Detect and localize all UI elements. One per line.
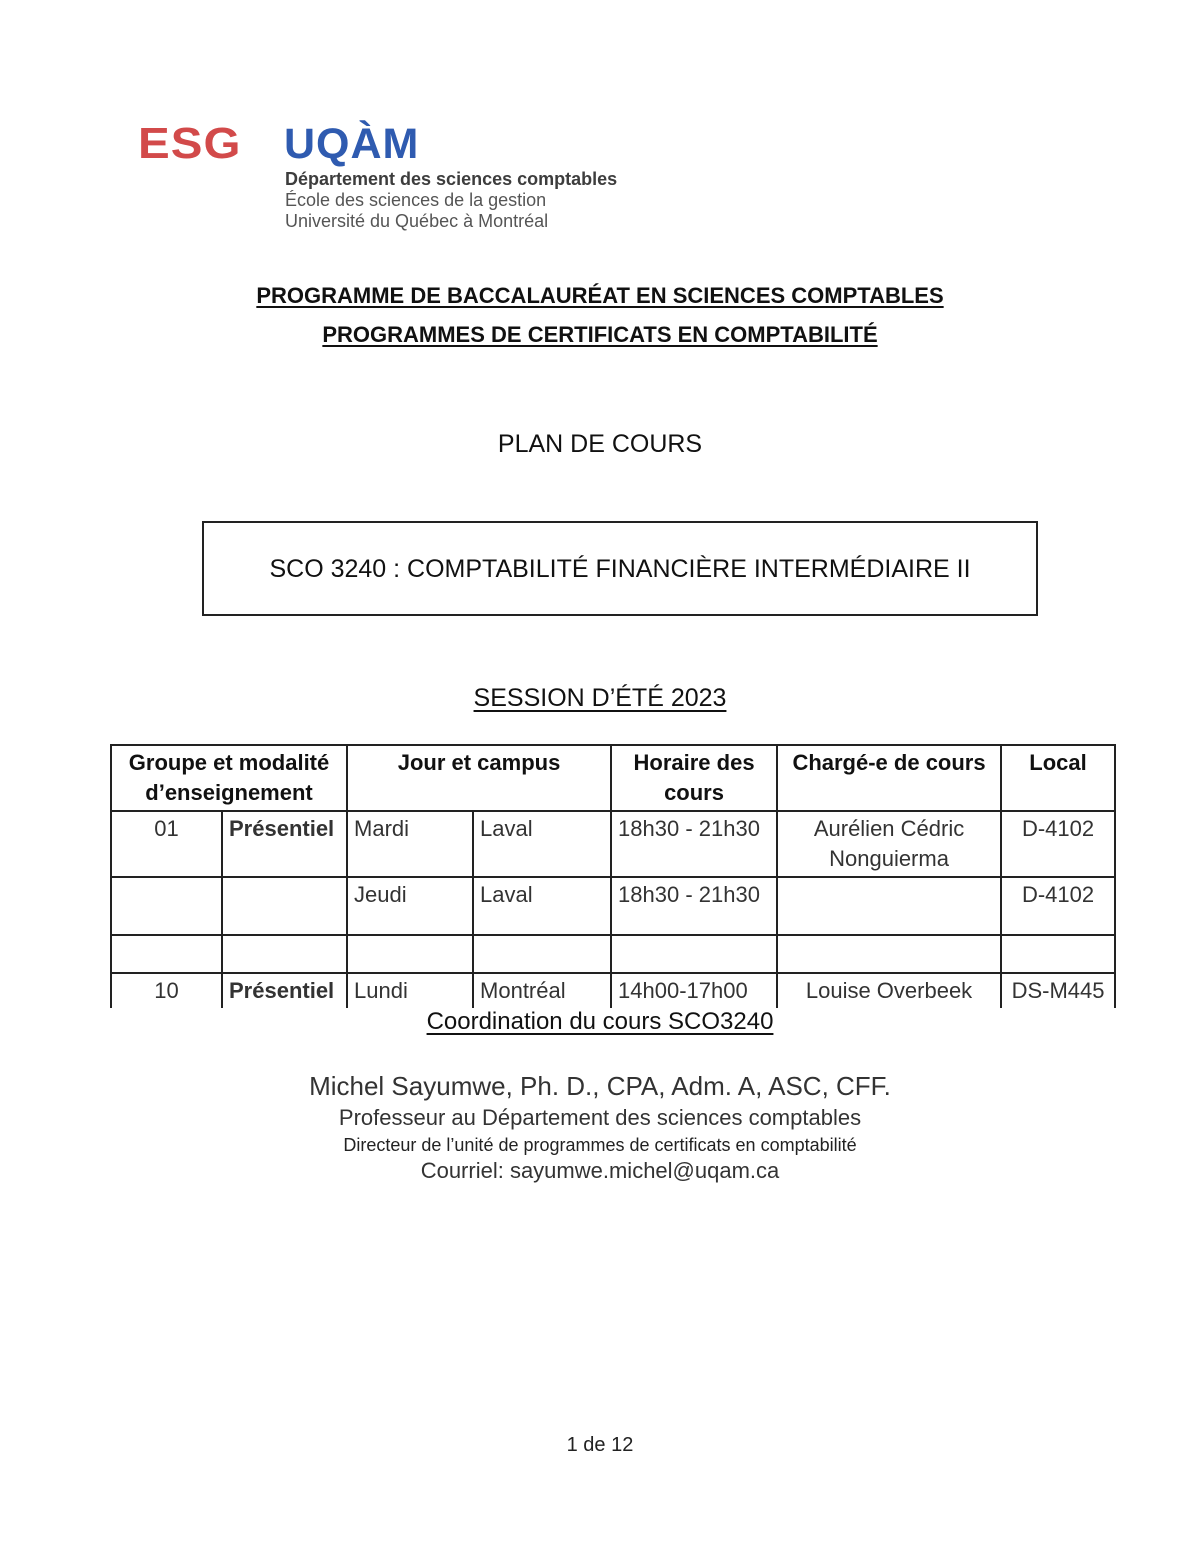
header-hours: Horaire des cours bbox=[611, 745, 777, 811]
university-name: Université du Québec à Montréal bbox=[285, 211, 549, 231]
cell-day bbox=[347, 935, 473, 973]
cell-group: 01 bbox=[111, 811, 222, 877]
coordination-title: Coordination du cours SCO3240 bbox=[426, 1008, 774, 1035]
table-row bbox=[111, 811, 1115, 877]
header-day-campus: Jour et campus bbox=[347, 745, 611, 811]
cell-mode: Présentiel bbox=[222, 973, 347, 1008]
table-row bbox=[111, 973, 1115, 1008]
cell-hours: 18h30 - 21h30 bbox=[611, 811, 777, 877]
coordinator-email: Courriel: sayumwe.michel@uqam.ca bbox=[420, 1158, 780, 1183]
coordinator-name: Michel Sayumwe, Ph. D., CPA, Adm. A, ASC, CFF. bbox=[309, 1071, 891, 1101]
cell-day: Lundi bbox=[347, 973, 473, 1008]
esg-logo-text: ESG bbox=[138, 119, 242, 168]
cell-room: D-4102 bbox=[1001, 811, 1115, 877]
cell-room: DS-M445 bbox=[1001, 973, 1115, 1008]
cell-day: Mardi bbox=[347, 811, 473, 877]
cell-hours bbox=[611, 935, 777, 973]
cell-mode: Présentiel bbox=[222, 811, 347, 877]
coordinator-director-title: Directeur de l’unité de programmes de certificats en comptabilité bbox=[343, 1135, 857, 1155]
session-title: SESSION D’ÉTÉ 2023 bbox=[473, 684, 727, 712]
schedule-table bbox=[110, 744, 1116, 1008]
cell-instructor bbox=[777, 935, 1001, 973]
cell-group bbox=[111, 877, 222, 935]
cell-campus: Montréal bbox=[473, 973, 611, 1008]
program-title-bachelor: PROGRAMME DE BACCALAURÉAT EN SCIENCES COMPTABLES bbox=[256, 283, 944, 308]
cell-instructor: Louise Overbeek bbox=[777, 973, 1001, 1008]
cell-campus: Laval bbox=[473, 811, 611, 877]
cell-campus bbox=[473, 935, 611, 973]
cell-room bbox=[1001, 935, 1115, 973]
program-title-certificates: PROGRAMMES DE CERTIFICATS EN COMPTABILITÉ bbox=[322, 322, 878, 347]
cell-mode bbox=[222, 877, 347, 935]
plan-title: PLAN DE COURS bbox=[497, 430, 703, 458]
page-number: 1 de 12 bbox=[566, 1434, 634, 1456]
cell-group: 10 bbox=[111, 973, 222, 1008]
header-instructor: Chargé-e de cours bbox=[777, 745, 1001, 811]
header-room: Local bbox=[1001, 745, 1115, 811]
table-row bbox=[111, 877, 1115, 935]
uqam-logo-text: UQÀM bbox=[284, 120, 420, 168]
cell-instructor bbox=[777, 877, 1001, 935]
cell-instructor: Aurélien Cédric Nonguierma bbox=[777, 811, 1001, 877]
cell-group bbox=[111, 935, 222, 973]
table-row bbox=[111, 935, 1115, 973]
header-group: Groupe et modalité d’enseignement bbox=[111, 745, 347, 811]
cell-day: Jeudi bbox=[347, 877, 473, 935]
department-name: Département des sciences comptables bbox=[285, 169, 618, 189]
cell-room: D-4102 bbox=[1001, 877, 1115, 935]
course-title-box bbox=[202, 521, 1038, 616]
cell-hours: 18h30 - 21h30 bbox=[611, 877, 777, 935]
cell-campus: Laval bbox=[473, 877, 611, 935]
school-name: École des sciences de la gestion bbox=[285, 190, 547, 210]
cell-mode bbox=[222, 935, 347, 973]
coordinator-role: Professeur au Département des sciences comptables bbox=[338, 1105, 862, 1130]
esg-uqam-logo bbox=[138, 119, 698, 234]
cell-hours: 14h00-17h00 bbox=[611, 973, 777, 1008]
table-header-row bbox=[111, 745, 1115, 811]
course-title: SCO 3240 : COMPTABILITÉ FINANCIÈRE INTERMÉDIAIRE II bbox=[269, 555, 971, 583]
